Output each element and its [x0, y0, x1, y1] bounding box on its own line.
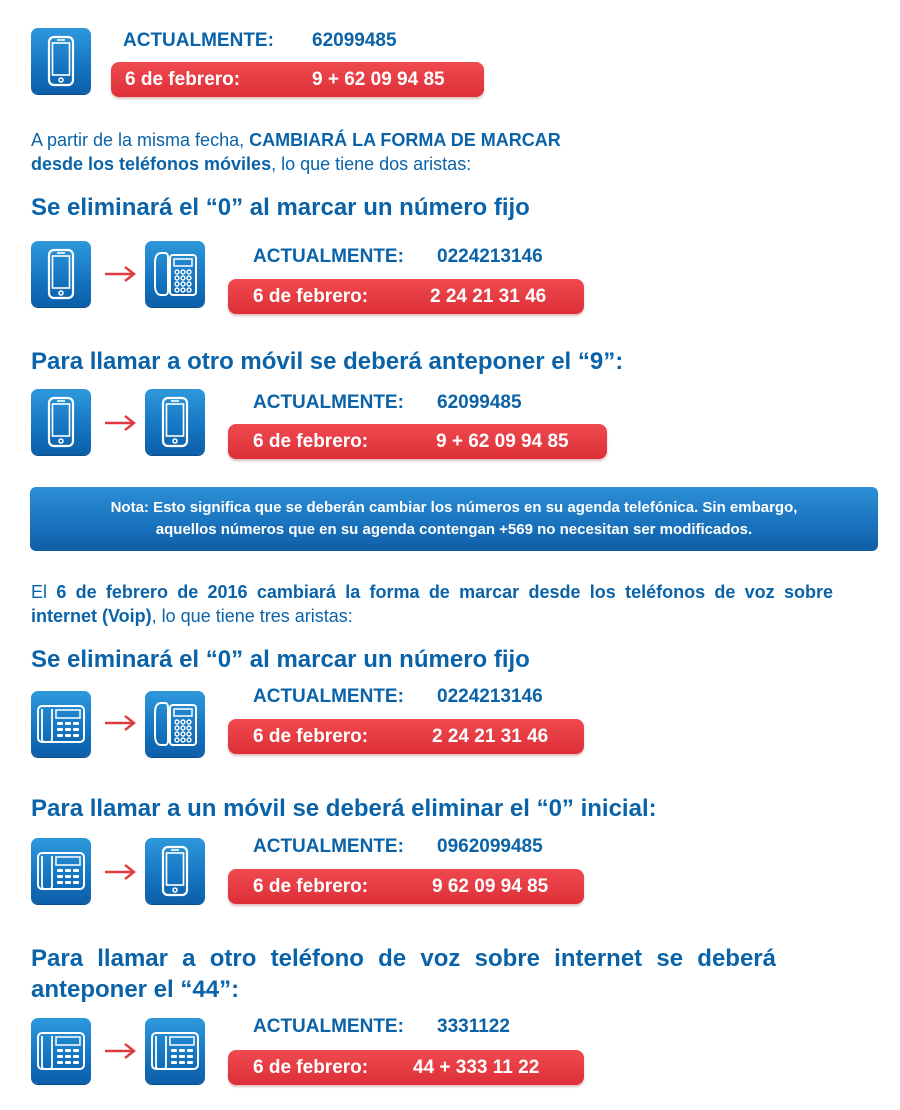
new-number-pill — [228, 279, 584, 314]
voip-phone-icon — [31, 838, 91, 904]
mobile-phone-icon — [31, 241, 91, 307]
current-value: 3331122 — [437, 1016, 510, 1037]
intro-mobile-paragraph: A partir de la misma fecha, CAMBIARÁ LA FORMA DE MARCAR desde los teléfonos móviles, lo que tiene dos aristas: — [31, 130, 561, 174]
new-value: 44 + 333 11 22 — [413, 1057, 540, 1078]
arrow-right-icon — [103, 264, 137, 284]
arrow-right-icon — [103, 713, 137, 733]
section-heading: Para llamar a otro teléfono de voz sobre internet se deberá anteponer el “44”: — [31, 945, 776, 1003]
new-label: 6 de febrero: — [125, 69, 241, 90]
section-heading: Para llamar a otro móvil se deberá anteponer el “9”: — [31, 348, 624, 375]
current-label: ACTUALMENTE: — [253, 246, 404, 267]
new-value: 9 + 62 09 94 85 — [436, 431, 569, 452]
new-number-pill — [111, 62, 484, 97]
current-label: ACTUALMENTE: — [123, 30, 274, 51]
new-number-pill — [228, 869, 584, 904]
section-heading: Se eliminará el “0” al marcar un número fijo — [31, 646, 530, 673]
new-number-pill — [228, 719, 584, 754]
current-label: ACTUALMENTE: — [253, 392, 404, 413]
mobile-phone-icon — [31, 28, 91, 94]
section-heading: Para llamar a un móvil se deberá eliminar el “0” inicial: — [31, 795, 657, 822]
note-banner — [30, 487, 878, 551]
arrow-right-icon — [103, 1041, 137, 1061]
new-label: 6 de febrero: — [253, 286, 369, 307]
mobile-phone-icon — [145, 389, 205, 455]
landline-phone-icon — [145, 691, 205, 757]
current-value: 62099485 — [437, 392, 522, 413]
mobile-phone-icon — [145, 838, 205, 904]
current-label: ACTUALMENTE: — [253, 836, 404, 857]
new-label: 6 de febrero: — [253, 431, 369, 452]
new-value: 2 24 21 31 46 — [430, 286, 547, 307]
current-value: 0224213146 — [437, 246, 543, 267]
new-number-pill — [228, 1050, 584, 1085]
new-value: 9 + 62 09 94 85 — [312, 69, 445, 90]
new-number-pill — [228, 424, 607, 459]
intro-voip-paragraph: El 6 de febrero de 2016 cambiará la forma de marcar desde los teléfonos de voz sobre internet (Voip), lo que tiene tres aristas: — [31, 582, 833, 626]
current-label: ACTUALMENTE: — [253, 686, 404, 707]
new-value: 2 24 21 31 46 — [432, 726, 549, 747]
current-value: 62099485 — [312, 30, 397, 51]
voip-phone-icon — [145, 1018, 205, 1084]
mobile-phone-icon — [31, 389, 91, 455]
arrow-right-icon — [103, 413, 137, 433]
arrow-right-icon — [103, 862, 137, 882]
current-value: 0962099485 — [437, 836, 543, 857]
voip-phone-icon — [31, 1018, 91, 1084]
section-heading: Se eliminará el “0” al marcar un número fijo — [31, 194, 530, 221]
landline-phone-icon — [145, 241, 205, 307]
note-line-1: Nota: Esto significa que se deberán cambiar los números en su agenda telefónica. Sin embargo, — [110, 499, 798, 516]
new-label: 6 de febrero: — [253, 876, 369, 897]
current-label: ACTUALMENTE: — [253, 1016, 404, 1037]
new-label: 6 de febrero: — [253, 1057, 369, 1078]
note-line-2: aquellos números que en su agenda contengan +569 no necesitan ser modificados. — [155, 521, 753, 538]
new-value: 9 62 09 94 85 — [432, 876, 549, 897]
voip-phone-icon — [31, 691, 91, 757]
new-label: 6 de febrero: — [253, 726, 369, 747]
current-value: 0224213146 — [437, 686, 543, 707]
